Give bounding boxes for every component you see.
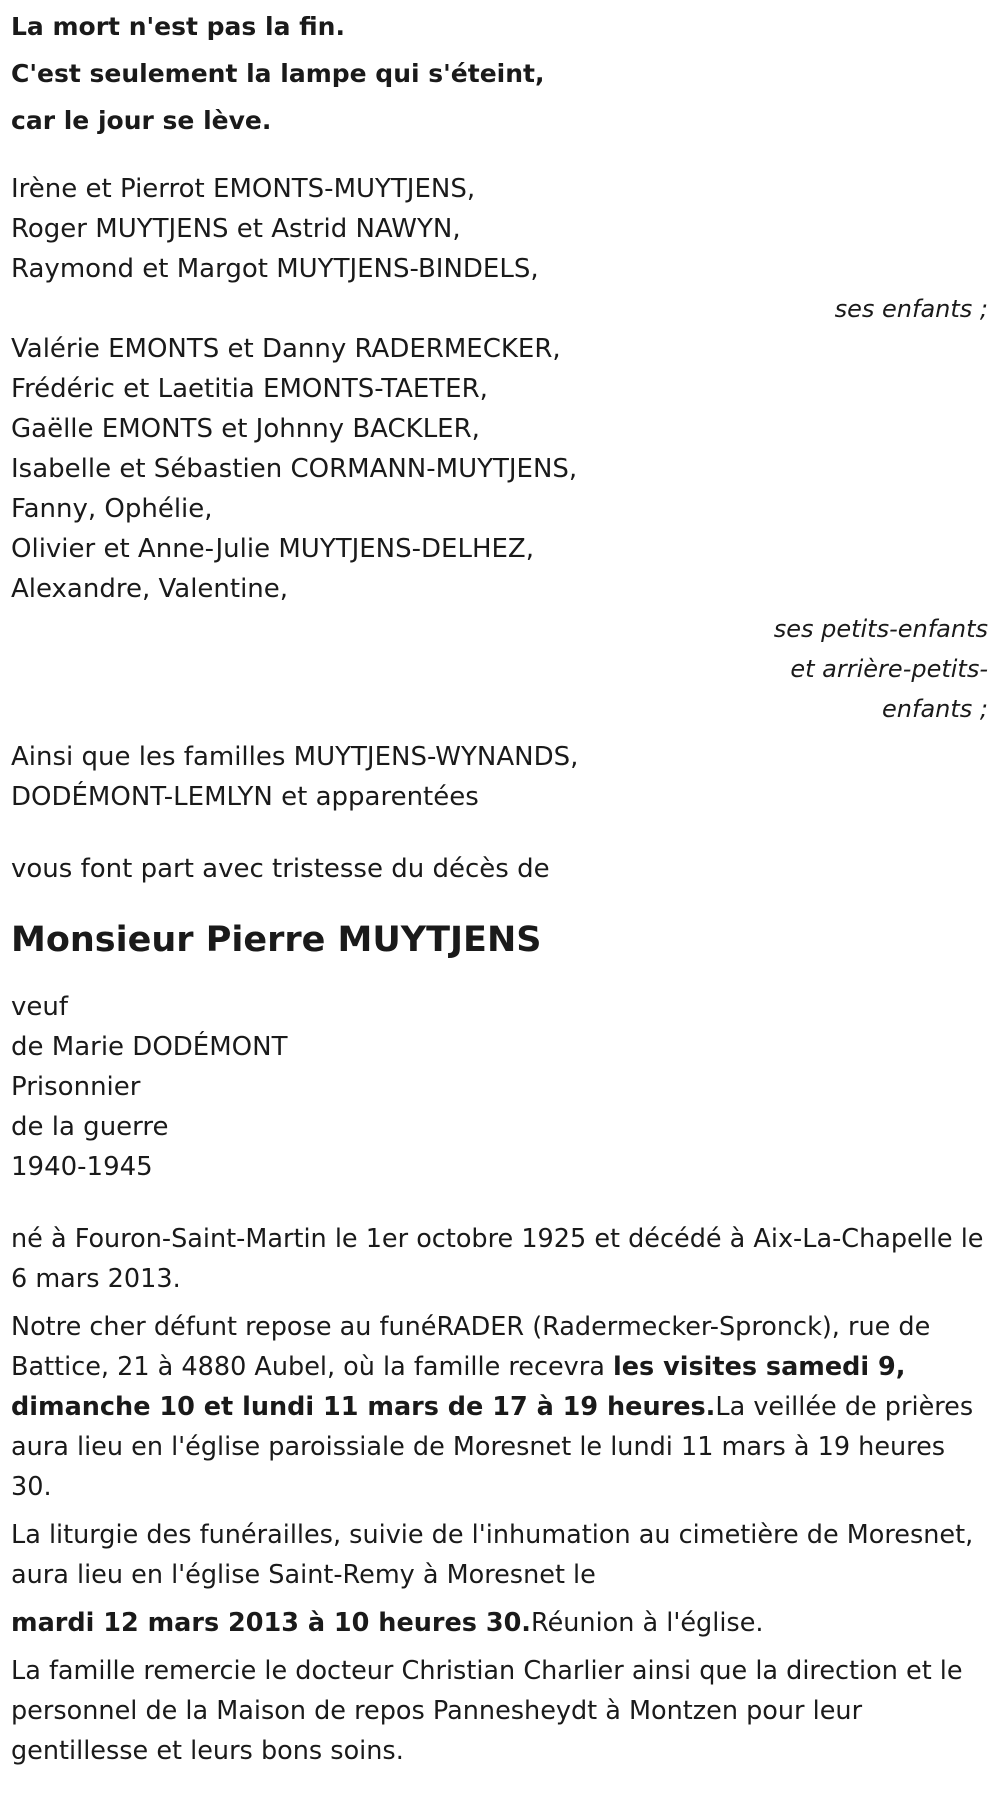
grandchildren-role: [11, 609, 1000, 729]
quote-line-3: car le jour se lève.: [11, 106, 272, 135]
grandchild-name: Gaëlle EMONTS et Johnny BACKLER,: [11, 414, 480, 444]
extended-families: [11, 737, 1000, 817]
liturgy-paragraph: La liturgie des funérailles, suivie de l'inhumation au cimetière de Moresnet, aura lieu en l'église Saint-Remy à Moresnet le: [11, 1520, 974, 1590]
repose-paragraph: [11, 1307, 991, 1507]
quote-line-2: C'est seulement la lampe qui s'éteint,: [11, 59, 545, 88]
deceased-detail: veuf: [11, 992, 69, 1022]
child-name: Roger MUYTJENS et Astrid NAWYN,: [11, 214, 461, 244]
child-name: Raymond et Margot MUYTJENS-BINDELS,: [11, 254, 539, 284]
vigil-info: La veillée de prières aura lieu en l'église paroissiale de Moresnet le lundi 11 mars à 19 heures 30.: [11, 1392, 974, 1502]
quote-line-1: La mort n'est pas la fin.: [11, 12, 345, 41]
funeral-date-paragraph: [11, 1603, 991, 1643]
grandchildren-role-line: enfants ;: [882, 695, 988, 723]
meeting-info: Réunion à l'église.: [531, 1608, 764, 1638]
visits-schedule: les visites samedi 9, dimanche 10 et lundi 11 mars de 17 à 19 heures.: [11, 1352, 906, 1422]
families-line-1: Ainsi que les familles MUYTJENS-WYNANDS,: [11, 742, 579, 772]
opening-quote: [11, 0, 1000, 144]
repose-intro: Notre cher défunt repose au funéRADER (Radermecker-Spronck), rue de Battice, 21 à 4880 Aubel, où la famille recevra: [11, 1312, 931, 1382]
deceased-detail: de Marie DODÉMONT: [11, 1032, 288, 1062]
grandchild-name: Frédéric et Laetitia EMONTS-TAETER,: [11, 374, 488, 404]
families-line-2: DODÉMONT-LEMLYN et apparentées: [11, 782, 479, 812]
grandchildren-role-line: et arrière-petits-: [790, 655, 988, 683]
announcement-text: vous font part avec tristesse du décès de: [11, 854, 550, 884]
deceased-detail: de la guerre: [11, 1112, 169, 1142]
birth-death-paragraph: né à Fouron-Saint-Martin le 1er octobre 1925 et décédé à Aix-La-Chapelle le 6 mars 2013.: [11, 1224, 984, 1294]
grandchild-name: Fanny, Ophélie,: [11, 494, 213, 524]
grandchild-name: Valérie EMONTS et Danny RADERMECKER,: [11, 334, 561, 364]
deceased-detail: 1940-1945: [11, 1152, 153, 1182]
grandchild-name: Isabelle et Sébastien CORMANN-MUYTJENS,: [11, 454, 578, 484]
deceased-detail: Prisonnier: [11, 1072, 141, 1102]
children-list: [11, 169, 1000, 289]
grandchild-name: Olivier et Anne-Julie MUYTJENS-DELHEZ,: [11, 534, 534, 564]
grandchildren-list: [11, 329, 1000, 609]
deceased-name: Monsieur Pierre MUYTJENS: [11, 920, 542, 960]
deceased-details: [11, 987, 1000, 1187]
funeral-date: mardi 12 mars 2013 à 10 heures 30.: [11, 1608, 531, 1638]
children-role: ses enfants ;: [834, 295, 988, 323]
thanks-paragraph: La famille remercie le docteur Christian Charlier ainsi que la direction et le personnel de la Maison de repos Pannesheydt à Montzen pour leur gentillesse et leurs bons soins.: [11, 1656, 963, 1766]
grandchild-name: Alexandre, Valentine,: [11, 574, 289, 604]
child-name: Irène et Pierrot EMONTS-MUYTJENS,: [11, 174, 476, 204]
grandchildren-role-line: ses petits-enfants: [773, 615, 988, 643]
